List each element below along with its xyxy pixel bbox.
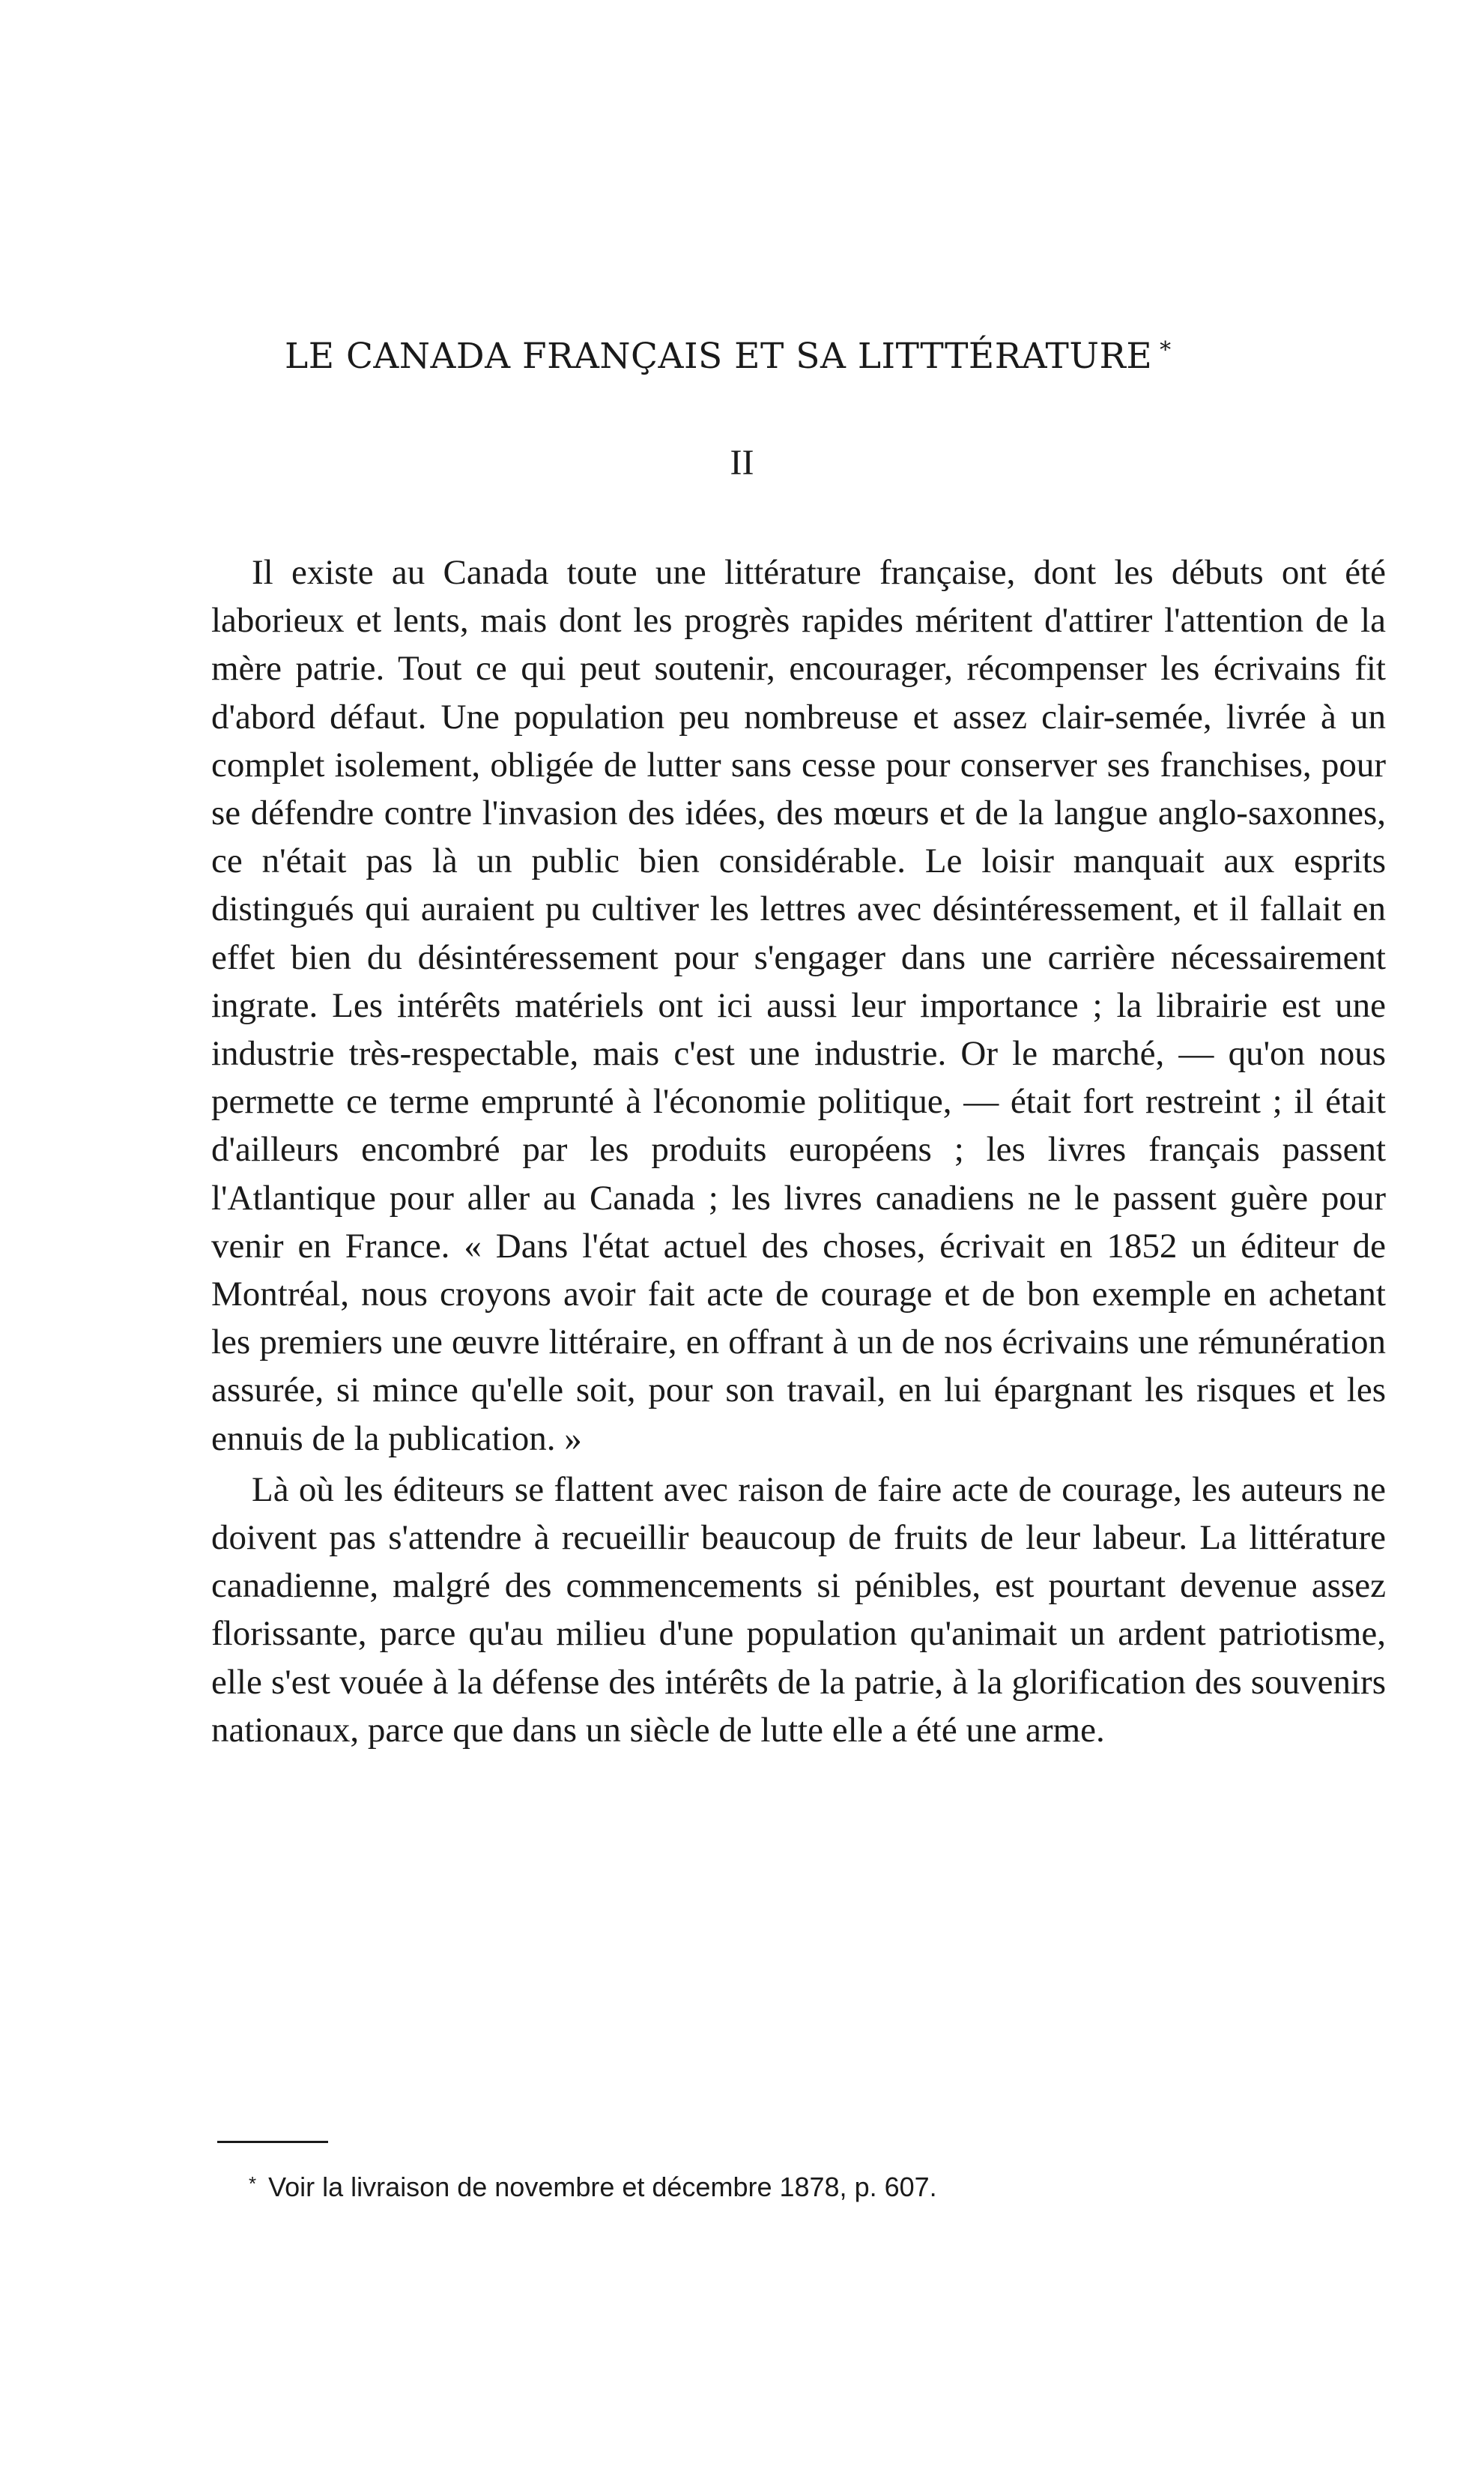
footnote-text: Voir la livraison de novembre et décembre 1878, p. 607. [268, 2172, 937, 2202]
chapter-title-text: LE CANADA FRANÇAIS ET SA LITTTÉRATURE [285, 336, 1153, 377]
chapter-title [285, 336, 1333, 377]
footnote [249, 2172, 1372, 2203]
paragraph-1: Il existe au Canada toute une littérature française, dont les débuts ont été laborieux et lents, mais dont les progrès rapides méritent d'attirer l'attention de la mère patrie. Tout ce qui peut soutenir, encourager, récompenser les écrivains fit d'abord défaut. Une population peu nombreuse et assez clair-semée, livrée à un complet isolement, obligée de lutter sans cesse pour conserver ses franchises, pour se défendre contre l'invasion des idées, des mœurs et de la langue anglo-saxonnes, ce n'était pas là un public bien considérable. Le loisir manquait aux esprits distingués qui auraient pu cultiver les lettres avec désintéressement, et il fallait en effet bien du désintéressement pour s'engager dans une carrière nécessairement ingrate. Les intérêts matériels ont ici aussi leur importance ; la librairie est une industrie très-respectable, mais c'est une industrie. Or le marché, — qu'on nous permette ce terme emprunté à l'économie politique, — était fort restreint ; il était d'ailleurs encombré par les produits européens ; les livres français passent l'Atlantique pour aller au Canada ; les livres canadiens ne le passent guère pour venir en France. « Dans l'état actuel des choses, écrivait en 1852 un éditeur de Montréal, nous croyons avoir fait acte de courage et de bon exemple en achetant les premiers une œuvre littéraire, en offrant à un de nos écrivains une rémunération assurée, si mince qu'elle soit, pour son travail, en lui épargnant les risques et les ennuis de la publication. » [211, 553, 1386, 1458]
footnote-divider [217, 2141, 328, 2143]
footnote-reference-marker: * [1160, 337, 1172, 363]
body-text [211, 549, 1386, 1754]
section-number: II [730, 443, 754, 483]
paragraph-2: Là où les éditeurs se flattent avec raison de faire acte de courage, les auteurs ne doivent pas s'attendre à recueillir beaucoup de fruits de leur labeur. La littérature canadienne, malgré des commencements si pénibles, est pourtant devenue assez florissante, parce qu'au milieu d'une population qu'animait un ardent patriotisme, elle s'est vouée à la défense des intérêts de la patrie, à la glorification des souvenirs nationaux, parce que dans un siècle de lutte elle a été une arme. [211, 1469, 1386, 1750]
footnote-marker: * [249, 2172, 257, 2195]
